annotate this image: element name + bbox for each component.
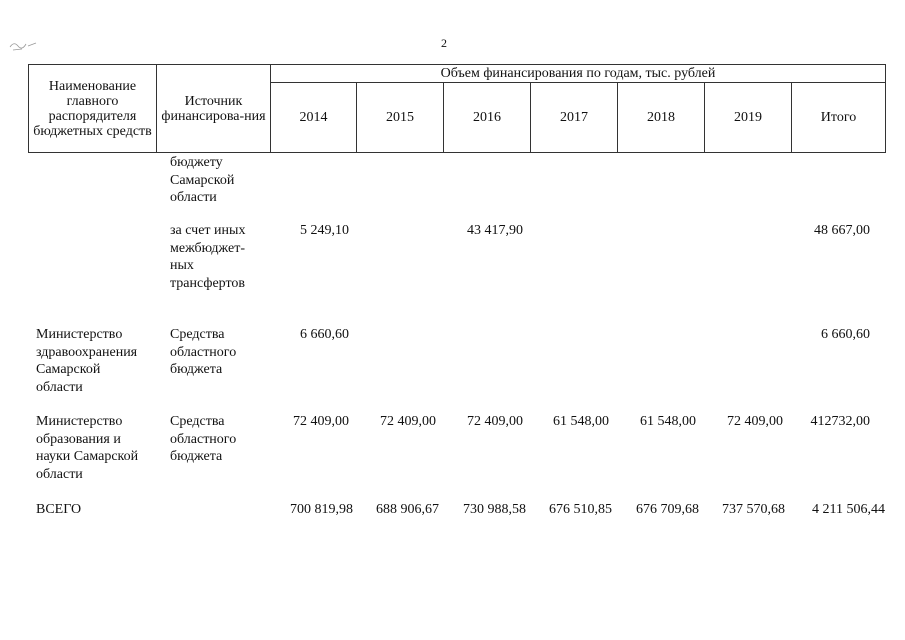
row-education-source: Средства областного бюджета (170, 414, 237, 464)
header-col-source: Источник финансирова-ния (157, 65, 271, 153)
row-education-value-2016: 72 409,00 (467, 414, 523, 429)
row-education-value-2015: 72 409,00 (380, 414, 436, 429)
total-value-grand: 4 211 506,44 (812, 502, 885, 517)
total-value-2014: 700 819,98 (290, 502, 353, 517)
table-header (28, 64, 886, 153)
header-year-2018: 2018 (618, 83, 705, 153)
row-health-source: Средства областного бюджета (170, 327, 237, 377)
header-year-2015: 2015 (357, 83, 444, 153)
inter-value-2014: 5 249,10 (300, 223, 349, 238)
inter-value-2016: 43 417,90 (467, 223, 523, 238)
row-education-name: Министерство образования и науки Самарской области (36, 414, 139, 482)
header-year-2014: 2014 (271, 83, 357, 153)
pen-scribble-mark (8, 38, 42, 52)
row-education-value-2014: 72 409,00 (293, 414, 349, 429)
row-health-value-total: 6 660,60 (821, 327, 870, 342)
page-number: 2 (441, 36, 447, 50)
header-year-2017: 2017 (531, 83, 618, 153)
source-continuation: бюджету Самарской области (170, 155, 235, 205)
inter-value-total: 48 667,00 (814, 223, 870, 238)
row-education-value-total: 412732,00 (810, 414, 870, 429)
row-health-name: Министерство здравоохранения Самарской области (36, 327, 138, 395)
header-total: Итого (792, 83, 886, 153)
row-education-value-2019: 72 409,00 (727, 414, 783, 429)
header-col-name: Наименование главного распорядителя бюджетных средств (29, 65, 157, 153)
total-value-2017: 676 510,85 (549, 502, 612, 517)
row-education-value-2018: 61 548,00 (640, 414, 696, 429)
total-row-label: ВСЕГО (36, 502, 82, 517)
row-health-value-2014: 6 660,60 (300, 327, 349, 342)
total-value-2016: 730 988,58 (463, 502, 526, 517)
total-value-2018: 676 709,68 (636, 502, 699, 517)
total-value-2015: 688 906,67 (376, 502, 439, 517)
header-year-2019: 2019 (705, 83, 792, 153)
header-col-volume: Объем финансирования по годам, тыс. рублей (271, 65, 886, 83)
source-inter-transfers: за счет иных межбюджет- ных трансфертов (170, 223, 246, 291)
total-value-2019: 737 570,68 (722, 502, 785, 517)
row-education-value-2017: 61 548,00 (553, 414, 609, 429)
header-year-2016: 2016 (444, 83, 531, 153)
